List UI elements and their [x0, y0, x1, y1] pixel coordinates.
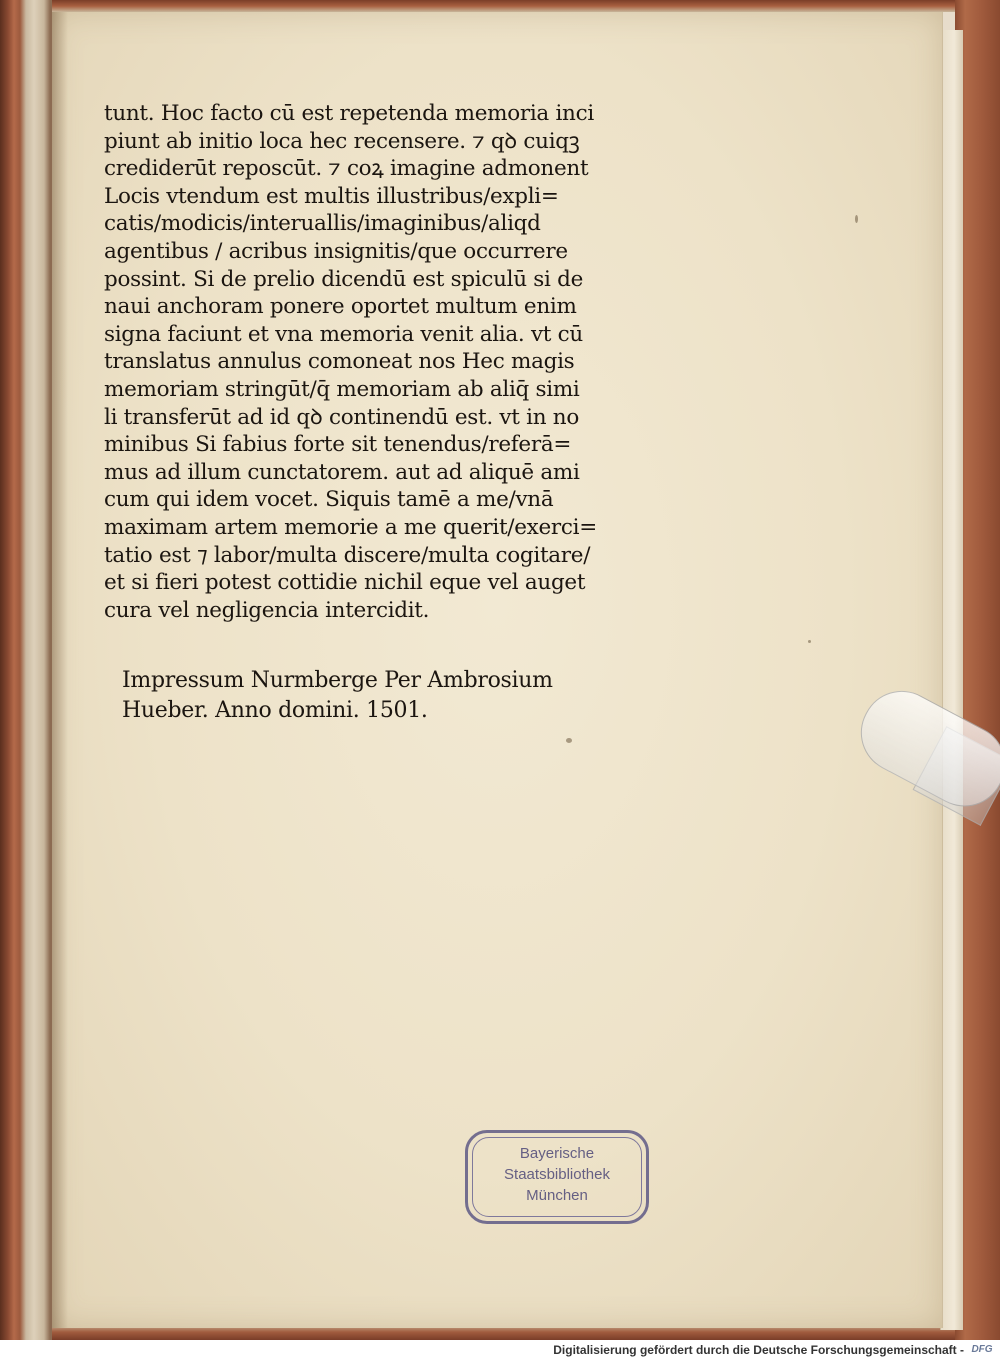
text-line: cura vel negligencia intercidit.	[104, 597, 430, 623]
text-line: naui anchoram ponere oportet multum enim	[104, 294, 577, 320]
text-line: piunt ab initio loca hec recensere. ⁊ qꝺ cuiqꝫ	[104, 128, 580, 154]
colophon-line: Impressum Nurmberge Per Ambrosium	[122, 668, 553, 693]
gutter-shadow	[52, 12, 68, 1328]
text-line: cum qui idem vocet. Siquis tamē a me/vnā	[104, 487, 554, 513]
text-line: tatio est ⁊ labor/multa discere/multa cogitare/	[104, 542, 591, 568]
funding-credit: Digitalisierung gefördert durch die Deutsche Forschungsgemeinschaft -	[553, 1343, 964, 1357]
text-line: minibus Si fabius forte sit tenendus/referā=	[104, 432, 572, 458]
stamp-line: Staatsbibliothek	[504, 1166, 610, 1183]
text-line: tunt. Hoc facto cū est repetenda memoria inci	[104, 101, 594, 126]
text-line: catis/modicis/interuallis/imaginibus/aliqd	[104, 211, 541, 237]
main-text-block	[104, 100, 644, 624]
text-line: possint. Si de prelio dicendū est spiculū si de	[104, 266, 584, 292]
dfg-logo-icon: DFG	[971, 1344, 993, 1355]
text-line: maximam artem memorie a me querit/exerci=	[104, 514, 597, 540]
text-line: memoriam stringūt/q̄ memoriam ab aliq̄ simi	[104, 376, 580, 402]
stamp-line: Bayerische	[519, 1145, 595, 1162]
footer-bar	[0, 1340, 1000, 1361]
ink-speck	[566, 738, 572, 743]
library-stamp	[465, 1130, 649, 1224]
ink-speck	[855, 215, 858, 223]
text-line: et si fieri potest cottidie nichil eque vel auget	[104, 570, 586, 596]
flyleaf-edge	[940, 30, 963, 1330]
left-binding-board	[0, 0, 52, 1340]
colophon	[122, 666, 642, 726]
colophon-line: Hueber. Anno domini. 1501.	[122, 698, 428, 723]
text-line: crediderūt reposcūt. ⁊ coꝝ imagine admonent	[104, 156, 589, 182]
text-line: Locis vtendum est multis illustribus/expli=	[104, 183, 559, 209]
stamp-line: München	[526, 1187, 588, 1204]
text-line: mus ad illum cunctatorem. aut ad aliquē ami	[104, 459, 580, 485]
text-line: agentibus / acribus insignitis/que occurrere	[104, 238, 568, 264]
top-binding-edge	[52, 0, 955, 12]
text-line: translatus annulus comoneat nos Hec magis	[104, 349, 575, 375]
text-line: li transferūt ad id qꝺ continendū est. vt in no	[104, 404, 579, 430]
ink-speck	[808, 640, 811, 643]
text-line: signa faciunt et vna memoria venit alia. vt cū	[104, 321, 583, 347]
